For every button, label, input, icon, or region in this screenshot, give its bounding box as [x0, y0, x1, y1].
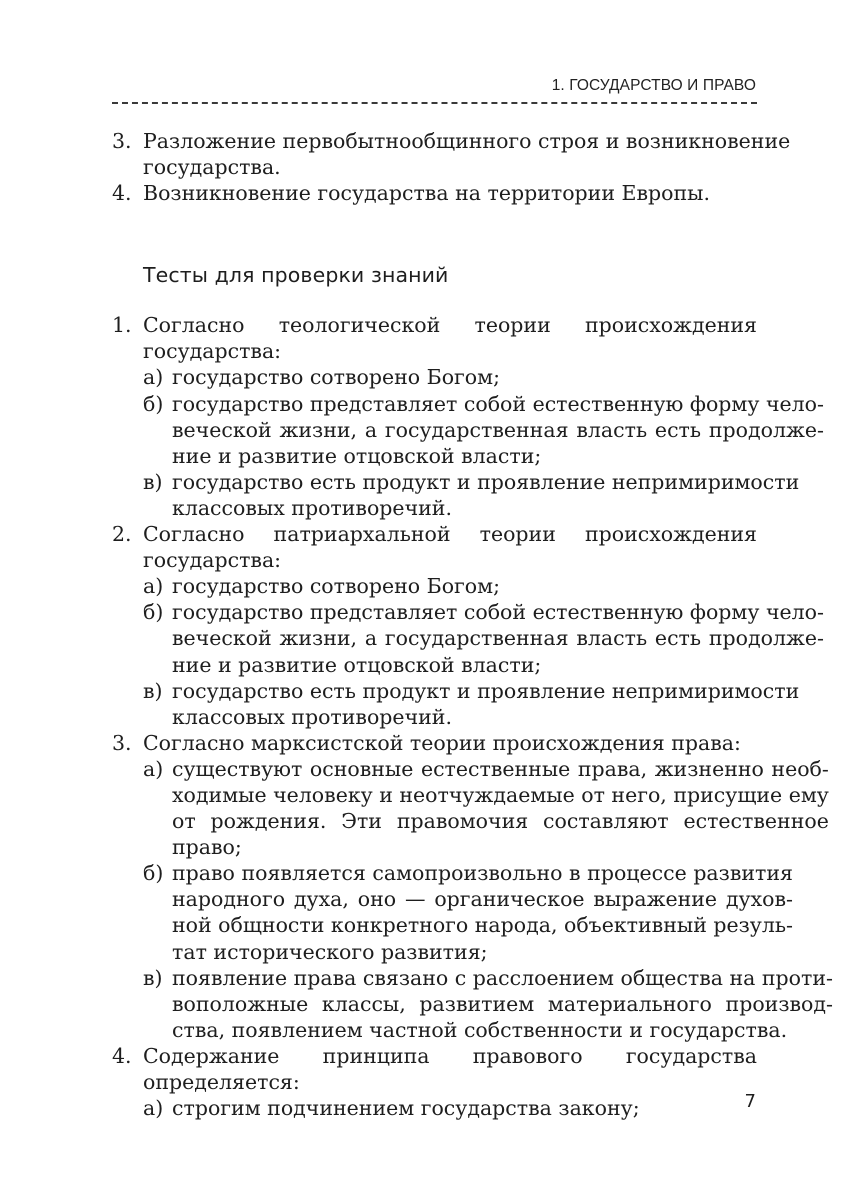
header-divider: [112, 102, 757, 104]
text-line: классовых противоречий.: [172, 495, 452, 520]
answer-option: [112, 391, 824, 469]
option-letter: а): [143, 365, 164, 390]
text-line: веческой жизни, а государственная власть есть продолже-: [172, 417, 824, 442]
option-text: [172, 756, 829, 860]
text-line: тат исторического развития;: [172, 939, 488, 964]
intro-list: [112, 128, 791, 206]
text-line: появление права связано с расслоением общества на проти-: [172, 965, 833, 990]
question-text: Согласно теологической теории происхождения государства:: [143, 313, 757, 364]
question-text: Согласно патриархальной теории происхождения государства:: [143, 522, 757, 573]
option-letter: в): [143, 965, 163, 990]
answer-option: [112, 678, 800, 730]
text-line: Разложение первобытнообщинного строя и возникновение: [143, 129, 791, 153]
text-line: право появляется самопроизвольно в процессе развития: [172, 861, 793, 886]
text-line: народного духа, оно — органическое выражение духов-: [172, 887, 793, 912]
option-text: [172, 599, 824, 677]
answer-option: [112, 965, 833, 1043]
question: [112, 312, 824, 521]
answer-option: [112, 756, 829, 860]
answer-option: [112, 573, 757, 599]
question-stem: [112, 521, 757, 573]
answer-option: [112, 599, 824, 677]
section-title: Тесты для проверки знаний: [143, 263, 449, 288]
list-number: 4.: [112, 181, 132, 206]
text-line: ства, появлением частной собственности и государства.: [172, 1017, 788, 1042]
text-line: Возникновение государства на территории Европы.: [143, 181, 710, 206]
list-number: 3.: [112, 129, 132, 153]
option-text: [172, 391, 824, 469]
answer-option: [112, 860, 793, 964]
option-letter: в): [143, 678, 163, 703]
option-letter: а): [143, 756, 164, 781]
text-line: ние и развитие отцовской власти;: [172, 652, 542, 677]
page-body: [112, 128, 833, 1121]
list-item: [112, 128, 791, 180]
text-line: государство есть продукт и проявление непримиримости: [172, 678, 800, 703]
text-line: государство представляет собой естественную форму чело-: [172, 600, 824, 625]
option-text: [172, 678, 799, 730]
page-number: 7: [744, 1091, 756, 1112]
text-line: строгим подчинением государства закону;: [172, 1096, 640, 1121]
text-line: существуют основные естественные права, жизненно необ-: [172, 756, 829, 781]
question-number: 2.: [112, 522, 132, 547]
option-letter: б): [143, 861, 164, 886]
question: [112, 1043, 757, 1121]
question-stem: [112, 730, 757, 756]
text-line: государство сотворено Богом;: [172, 574, 500, 599]
text-line: классовых противоречий.: [172, 704, 452, 729]
answer-option: [112, 364, 757, 390]
option-text: [172, 1095, 757, 1121]
question-text: Согласно марксистской теории происхождения права:: [143, 730, 741, 755]
option-letter: б): [143, 600, 164, 625]
answer-option: [112, 469, 800, 521]
text-line: воположные классы, развитием материального производ-: [172, 991, 833, 1016]
text-line: веческой жизни, а государственная власть есть продолже-: [172, 626, 824, 651]
question-number: 4.: [112, 1043, 132, 1068]
question-stem: [112, 312, 757, 364]
question: [112, 521, 824, 730]
question: [112, 730, 833, 1043]
test-questions: [112, 312, 833, 1121]
option-letter: б): [143, 391, 164, 416]
text-line: ходимые человеку и неотчуждаемые от него, присущие ему: [172, 782, 829, 807]
option-letter: а): [143, 1096, 164, 1121]
text-line: государство сотворено Богом;: [172, 365, 500, 390]
question-text: Содержание принципа правового государства определяется:: [143, 1043, 757, 1094]
text-line: государство представляет собой естественную форму чело-: [172, 391, 824, 416]
option-letter: а): [143, 574, 164, 599]
list-item: [112, 180, 757, 206]
text-line: ние и развитие отцовской власти;: [172, 443, 542, 468]
answer-option: [112, 1095, 757, 1121]
text-line: ной общности конкретного народа, объективный резуль-: [172, 913, 793, 938]
option-text: [172, 860, 793, 964]
option-text: [172, 965, 833, 1043]
list-item-text: [143, 128, 790, 180]
text-line: от рождения. Эти правомочия составляют естественное: [172, 809, 829, 834]
option-letter: в): [143, 469, 163, 494]
option-text: [172, 364, 757, 390]
text-line: государства.: [143, 155, 281, 180]
list-item-text: [143, 180, 757, 206]
running-header: 1. ГОСУДАРСТВО И ПРАВО: [551, 77, 756, 94]
text-line: государство есть продукт и проявление непримиримости: [172, 469, 800, 494]
question-number: 1.: [112, 313, 132, 338]
question-stem: [112, 1043, 757, 1095]
text-line: право;: [172, 835, 242, 860]
question-number: 3.: [112, 730, 132, 755]
option-text: [172, 469, 799, 521]
option-text: [172, 573, 757, 599]
